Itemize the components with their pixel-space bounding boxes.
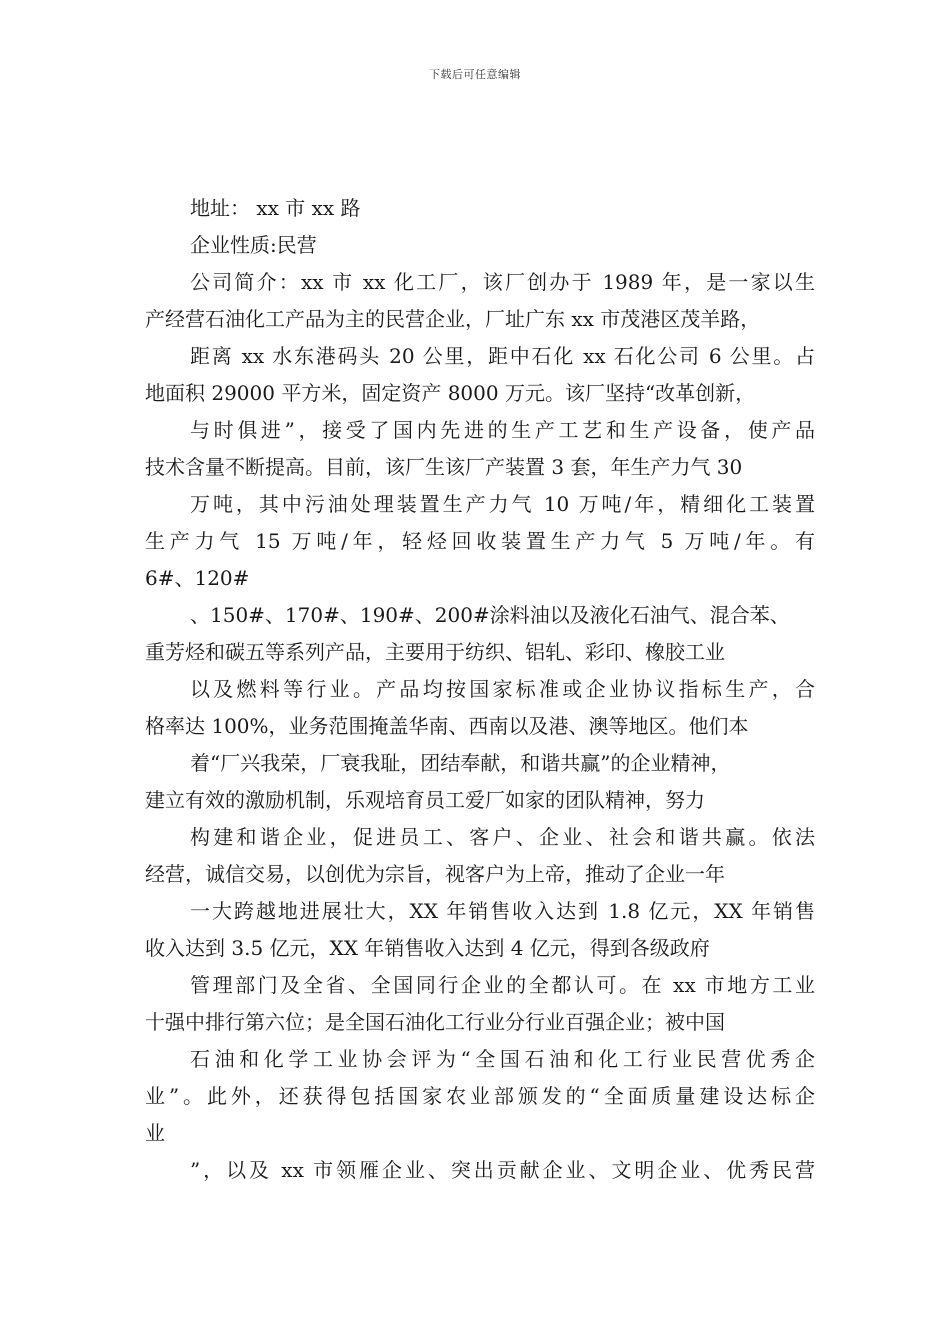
text-line: 业”。此外，还获得包括国家农业部颁发的“全面质量建设达标企: [145, 1084, 815, 1108]
text-line: 一大跨越地进展壮大，XX 年销售收入达到 1.8 亿元，XX 年销售: [190, 899, 815, 923]
text-line: 石油和化学工业协会评为“全国石油和化工行业民营优秀企: [190, 1047, 815, 1071]
text-line: 重芳烃和碳五等系列产品，主要用于纺织、铝轧、彩印、橡胶工业: [145, 640, 725, 664]
text-line: 技术含量不断提高。目前，该厂生该厂产装置 3 套，年生产力气 30: [145, 455, 743, 479]
text-line: 6#、120#: [145, 566, 250, 590]
text-line: 、150#、170#、190#、200#涂料油以及液化石油气、混合苯、: [190, 603, 790, 627]
text-line: 业: [145, 1121, 165, 1145]
text-line: 与时俱进”，接受了国内先进的生产工艺和生产设备，使产品: [190, 418, 815, 442]
page-header: 下载后可任意编辑: [429, 68, 521, 81]
text-line: 收入达到 3.5 亿元，XX 年销售收入达到 4 亿元，得到各级政府: [145, 936, 710, 960]
text-line: 距离 xx 水东港码头 20 公里，距中石化 xx 石化公司 6 公里。占: [190, 344, 815, 368]
text-line: 十强中排行第六位；是全国石油化工行业分行业百强企业；被中国: [145, 1010, 725, 1034]
text-line: ”，以及 xx 市领雁企业、突出贡献企业、文明企业、优秀民营: [190, 1158, 815, 1182]
text-line: 经营，诚信交易，以创优为宗旨，视客户为上帝，推动了企业一年: [145, 862, 725, 886]
text-line: 产经营石油化工产品为主的民营企业，厂址广东 xx 市茂港区茂羊路，: [145, 307, 761, 331]
text-line: 建立有效的激励机制，乐观培育员工爱厂如家的团队精神，努力: [145, 788, 705, 812]
text-line: 企业性质:民营: [190, 233, 317, 257]
text-line: 地面积 29000 平方米，固定资产 8000 万元。该厂坚持“改革创新，: [145, 381, 756, 405]
text-line: 构建和谐企业，促进员工、客户、企业、社会和谐共赢。依法: [190, 825, 815, 849]
text-line: 着“厂兴我荣，厂衰我耻，团结奉献，和谐共赢”的企业精神，: [190, 751, 731, 775]
text-line: 公司简介：xx 市 xx 化工厂，该厂创办于 1989 年，是一家以生: [190, 270, 815, 294]
text-line: 万吨，其中污油处理装置生产力气 10 万吨/年，精细化工装置: [190, 492, 815, 516]
text-line: 管理部门及全省、全国同行企业的全都认可。在 xx 市地方工业: [190, 973, 815, 997]
text-line: 生产力气 15 万吨/年，轻烃回收装置生产力气 5 万吨/年。有: [145, 529, 815, 553]
text-line: 地址： xx 市 xx 路: [190, 196, 361, 220]
text-line: 格率达 100%，业务范围掩盖华南、西南以及港、澳等地区。他们本: [145, 714, 749, 738]
document-body: [145, 190, 815, 1189]
text-line: 以及燃料等行业。产品均按国家标准或企业协议指标生产，合: [190, 677, 815, 701]
